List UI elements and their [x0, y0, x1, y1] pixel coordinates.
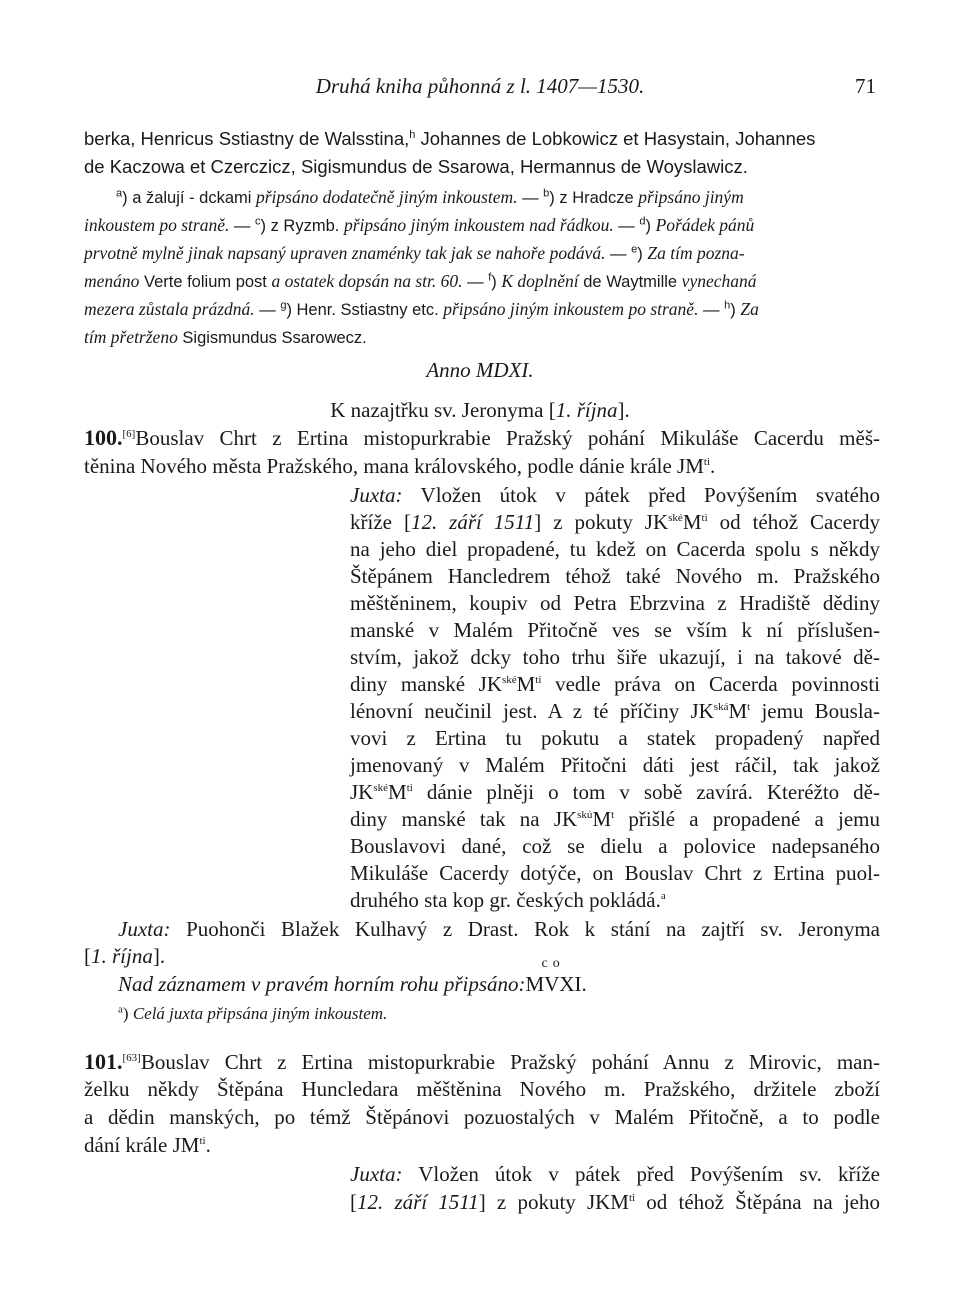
- juxta-100-line-16: druhého sta kop gr. českých pokládá.$^a$: [350, 888, 666, 912]
- entry-100-line-1: 100.[6]Bouslav Chrt z Ertina mistopurkrabie Pražský pohání Mikuláše Cacerdu měš-: [84, 425, 880, 450]
- juxta-100-line-4: Štěpánem Hancledrem téhož také Nového m. Pražského: [350, 564, 880, 588]
- juxta-101-line-1: Juxta: Vložen útok v pátek před Povýšením sv. kříže: [350, 1162, 880, 1186]
- footnote-line-4: menáno Verte folium post a ostatek dopsán na str. 60. — $^f$) K doplnění de Waytmille vynechaná: [84, 271, 757, 291]
- page-number: 71: [855, 74, 876, 98]
- juxta-100-line-15: Mikuláše Cacerdy dotýče, on Bouslav Chrt z Ertina puol-: [350, 861, 880, 885]
- entry-101-line-3: a dědin manských, po témž Štěpánovi pozuostalých v Malém Přitočně, a to podle: [84, 1105, 880, 1129]
- entry-101-line-4: dání krále $JM^{ti}$.: [84, 1133, 211, 1157]
- juxta-100-line-8: diny manské $JK^{ské}M^{ti}$ vedle práva on Cacerda povinnosti: [350, 672, 880, 696]
- year-heading: Anno MDXI.: [426, 358, 534, 382]
- corner-note: Nad záznamem v pravém horním rohu připsáno:MV co XI.: [118, 956, 587, 996]
- intro-line-2: de Kaczowa et Czerczicz, Sigismundus de Ssarowa, Hermannus de Woyslawicz.: [84, 156, 748, 177]
- footnote-line-1: $^a$) a žalují - dckami připsáno dodatečně jiným inkoustem. — $^b$) z Hradcze připsáno jiným: [116, 187, 744, 207]
- juxta-100-line-10: vovi z Ertina tu pokutu a statek propadený napřed: [350, 726, 880, 750]
- juxta-100-line-9: lénovní neučinil jest. A z té příčiny $JK^{ská}M^t$ jemu Bousla-: [350, 699, 880, 723]
- footnote-line-2: inkoustem po straně. — $^c$) z Ryzmb. připsáno jiným inkoustem nad řádkou. — $^d$) Pořádek pánů: [84, 215, 755, 235]
- juxta-100-line-6: manské v Malém Přitočně ves se vším k ní příslušen-: [350, 618, 880, 642]
- entry-101-line-1: 101.[63]Bouslav Chrt z Ertina mistopurkrabie Pražský pohání Annu z Mirovic, man-: [84, 1049, 880, 1074]
- entry-100-line-2: těnina Nového města Pražského, mana královského, podle dánie krále $JM^{ti}$.: [84, 454, 716, 478]
- entry-100-number: 100.: [84, 425, 123, 450]
- juxta-100-line-12: $JK^{ské}M^{ti}$ dánie plněji o tom v sobě zavírá. Kteréžto dě-: [350, 780, 880, 804]
- footnote-line-5: mezera zůstala prázdná. — $^g$) Henr. Sstiastny etc. připsáno jiným inkoustem po straně. — $^h$) Za: [84, 299, 759, 319]
- juxta-100-line-3: na jeho diel propadené, tu kdež on Cacerda spolu s někdy: [350, 537, 880, 561]
- juxta-100-line-5: měštěninem, koupiv od Petra Ebrzvina z Hradiště dědiny: [350, 591, 880, 615]
- juxta-101-line-2: [12. září 1511] z pokuty $JKM^{ti}$ od téhož Štěpána na jeho: [350, 1190, 880, 1214]
- juxta-100-summons-line-1: Juxta: Puohonči Blažek Kulhavý z Drast. Rok k stání na zajtří sv. Jeronyma: [118, 917, 880, 941]
- running-header-title: Druhá kniha půhonná z l. 1407—1530.: [315, 74, 645, 98]
- juxta-100-line-2: kříže [12. září 1511] z pokuty $JK^{ské}M^{ti}$ od téhož Cacerdy: [350, 510, 880, 534]
- date-heading: K nazajtřku sv. Jeronyma [1. října].: [330, 398, 630, 422]
- juxta-100-line-14: Bouslavovi dané, což se dielu a polovice nadepsaného: [350, 834, 880, 858]
- juxta-100-line-11: jmenovaný v Malém Přitočni dáti jest ráčil, tak jakož: [350, 753, 880, 777]
- intro-line-1: berka, Henricus Sstiastny de Walsstina,$^h$ Johannes de Lobkowicz et Hasystain, Johannes: [84, 128, 816, 149]
- footnote-juxta: $^a$) Celá juxta připsána jiným inkoustem.: [118, 1003, 388, 1023]
- entry-101-number: 101.: [84, 1049, 123, 1074]
- juxta-100-summons-line-2: [1. října].: [84, 944, 166, 968]
- juxta-100-line-13: diny manské tak na $JK^{skú}M^t$ přišlé a propadené a jemu: [350, 807, 880, 831]
- juxta-100-line-7: stvím, jakož dcky toho trhu šiře ukazují, i na takové dě-: [350, 645, 880, 669]
- entry-101-line-2: želku někdy Štěpána Huncledara měštěnina Nového m. Pražského, držitele zboží: [84, 1077, 880, 1101]
- footnote-line-6: tím přetrženo Sigismundus Ssarowecz.: [84, 327, 367, 347]
- juxta-100-line-1: Juxta: Vložen útok v pátek před Povýšením svatého: [350, 483, 880, 507]
- footnote-line-3: prvotně mylně jinak napsaný upraven znaménky tak jak se nahoře podává. — $^e$) Za tím pozna-: [84, 243, 745, 263]
